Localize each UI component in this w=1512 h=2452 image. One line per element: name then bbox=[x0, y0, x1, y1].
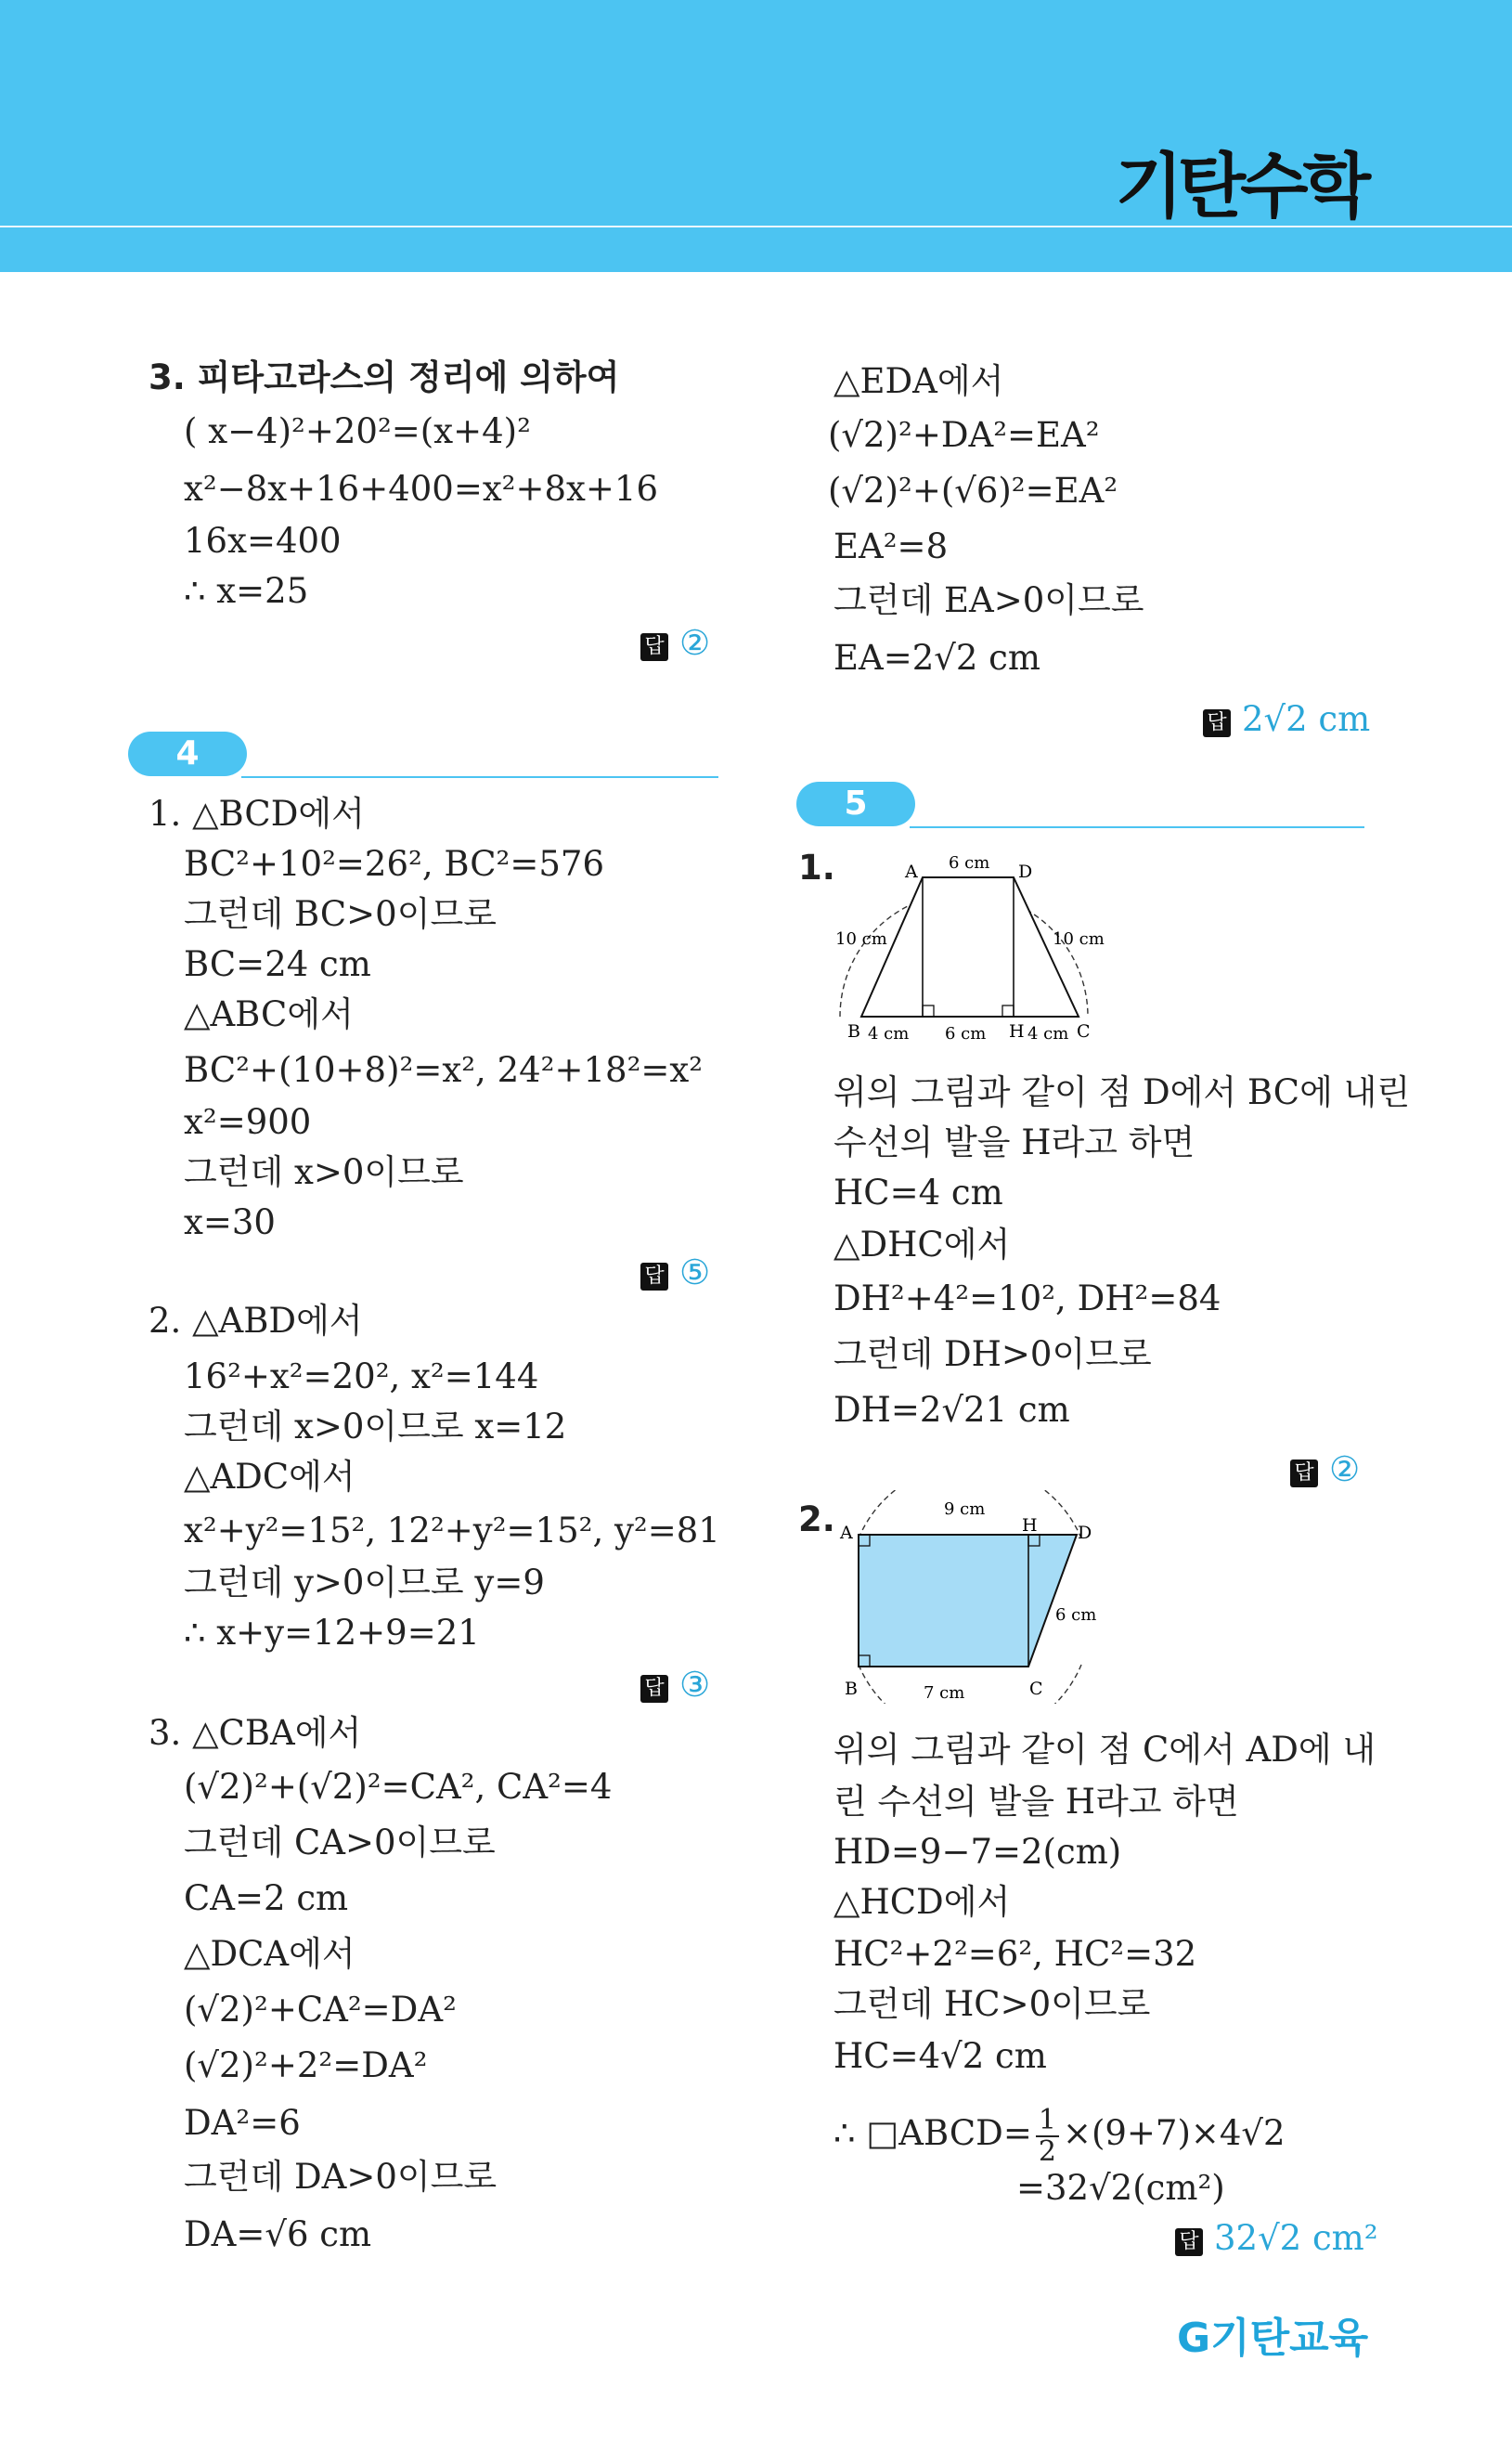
eq-line: 그런데 HC>0이므로 bbox=[834, 1984, 1151, 2024]
eq-line: 그런데 DA>0이므로 bbox=[184, 2157, 498, 2197]
eq-line: HD=9−7=2(cm) bbox=[834, 1832, 1122, 1872]
parallelogram-figure bbox=[831, 1490, 1109, 1704]
answer-icon: 답 bbox=[640, 633, 668, 661]
answer-mark: 답 ② bbox=[1290, 1452, 1360, 1487]
area-equation bbox=[834, 2106, 1286, 2166]
eq-line: BC²+10²=26², BC²=576 bbox=[184, 844, 605, 884]
eq-line: DA²=6 bbox=[184, 2103, 301, 2143]
answer-icon: 답 bbox=[640, 1675, 668, 1703]
eq-line: EA²=8 bbox=[834, 526, 949, 566]
label-D: D bbox=[1018, 862, 1033, 882]
section-rule bbox=[910, 826, 1364, 828]
eq-line: ( x−4)²+20²=(x+4)² bbox=[184, 411, 531, 451]
label-bottom-length: 7 cm bbox=[924, 1683, 965, 1703]
footer-logo: G기탄교육 bbox=[1177, 2315, 1369, 2362]
eq-line: BC²+(10+8)²=x², 24²+18²=x² bbox=[184, 1050, 704, 1090]
fraction bbox=[1036, 2106, 1059, 2166]
eq-line: 16²+x²=20², x²=144 bbox=[184, 1356, 539, 1396]
label-right-length: 6 cm bbox=[1055, 1605, 1097, 1625]
eq-line: DH=2√21 cm bbox=[834, 1390, 1070, 1430]
eq-line: =32√2(cm²) bbox=[1016, 2168, 1225, 2208]
eq-line: (√2)²+(√2)²=CA², CA²=4 bbox=[184, 1767, 613, 1807]
answer-mark: 답 ② bbox=[640, 626, 710, 661]
label-top-length: 9 cm bbox=[944, 1499, 986, 1519]
eq-line: x²−8x+16+400=x²+8x+16 bbox=[184, 469, 659, 509]
label-bottom-2: 6 cm bbox=[945, 1024, 987, 1044]
eq-line: (√2)²+(√6)²=EA² bbox=[828, 471, 1118, 511]
eq-line: △EDA에서 bbox=[834, 361, 1004, 401]
eq-line: △ADC에서 bbox=[184, 1457, 355, 1497]
eq-line: 그런데 EA>0이므로 bbox=[834, 580, 1144, 620]
area-rhs: ×(9+7)×4√2 bbox=[1062, 2113, 1286, 2153]
eq-line: 위의 그림과 같이 점 D에서 BC에 내린 bbox=[834, 1072, 1411, 1112]
label-A: A bbox=[840, 1523, 853, 1543]
answer-mark: 답 2√2 cm bbox=[1203, 702, 1370, 737]
label-B: B bbox=[845, 1679, 858, 1699]
answer-mark: 답 ⑤ bbox=[640, 1255, 710, 1291]
answer-icon: 답 bbox=[1175, 2228, 1203, 2256]
eq-line: △DHC에서 bbox=[834, 1225, 1011, 1265]
answer-icon: 답 bbox=[1203, 709, 1231, 737]
label-H: H bbox=[1009, 1021, 1025, 1042]
fraction-denominator: 2 bbox=[1038, 2134, 1056, 2168]
eq-line: △HCD에서 bbox=[834, 1882, 1011, 1922]
label-bottom-1: 4 cm bbox=[868, 1024, 910, 1044]
eq-line: (√2)²+2²=DA² bbox=[184, 2045, 428, 2085]
eq-line: ∴ x=25 bbox=[184, 571, 309, 611]
section-rule bbox=[241, 776, 718, 778]
eq-line: HC²+2²=6², HC²=32 bbox=[834, 1934, 1197, 1974]
answer-mark: 답 ③ bbox=[640, 1667, 710, 1703]
eq-line: 수선의 발을 H라고 하면 bbox=[834, 1122, 1195, 1162]
eq-line: (√2)²+CA²=DA² bbox=[184, 1990, 457, 2030]
eq-line: CA=2 cm bbox=[184, 1878, 349, 1918]
eq-line: 16x=400 bbox=[184, 521, 342, 561]
label-C: C bbox=[1029, 1679, 1043, 1699]
subproblem-1-number: 1. bbox=[798, 848, 835, 888]
eq-line: BC=24 cm bbox=[184, 944, 371, 984]
section-badge-4: 4 bbox=[128, 732, 247, 776]
label-H: H bbox=[1022, 1515, 1038, 1536]
fraction-numerator: 1 bbox=[1036, 2106, 1059, 2137]
brand-logo: 기탄수학 bbox=[1115, 145, 1365, 227]
eq-line: 그런데 x>0이므로 x=12 bbox=[184, 1407, 567, 1447]
eq-line: △ABC에서 bbox=[184, 994, 354, 1034]
trapezoid-figure bbox=[826, 840, 1105, 1063]
problem-3-title: 3. 피타고라스의 정리에 의하여 bbox=[149, 357, 620, 397]
eq-line: 린 수선의 발을 H라고 하면 bbox=[834, 1782, 1239, 1822]
eq-line: ∴ x+y=12+9=21 bbox=[184, 1613, 480, 1653]
eq-line: DA=√6 cm bbox=[184, 2214, 372, 2254]
subproblem-2-number: 2. bbox=[798, 1499, 835, 1539]
eq-line: DH²+4²=10², DH²=84 bbox=[834, 1278, 1221, 1318]
eq-line: 그런데 x>0이므로 bbox=[184, 1152, 464, 1192]
eq-line: HC=4√2 cm bbox=[834, 2036, 1047, 2076]
eq-line: HC=4 cm bbox=[834, 1173, 1003, 1213]
eq-line: 그런데 y>0이므로 y=9 bbox=[184, 1563, 545, 1602]
label-right-length: 10 cm bbox=[1053, 929, 1105, 949]
label-A: A bbox=[905, 862, 918, 882]
label-left-length: 10 cm bbox=[835, 929, 887, 949]
label-bottom-3: 4 cm bbox=[1027, 1024, 1069, 1044]
eq-line: x²=900 bbox=[184, 1102, 312, 1142]
label-D: D bbox=[1078, 1523, 1092, 1543]
label-C: C bbox=[1077, 1021, 1091, 1042]
eq-line: x=30 bbox=[184, 1202, 276, 1242]
section-badge-5: 5 bbox=[796, 782, 915, 826]
eq-line: 그런데 CA>0이므로 bbox=[184, 1823, 496, 1862]
area-lhs: ∴ □ABCD= bbox=[834, 2113, 1032, 2153]
eq-line: 그런데 DH>0이므로 bbox=[834, 1334, 1152, 1374]
eq-line: 그런데 BC>0이므로 bbox=[184, 894, 497, 934]
eq-line: (√2)²+DA²=EA² bbox=[828, 415, 1100, 455]
eq-line: x²+y²=15², 12²+y²=15², y²=81 bbox=[184, 1511, 720, 1550]
eq-line: EA=2√2 cm bbox=[834, 638, 1040, 678]
problem-2-title: 2. △ABD에서 bbox=[149, 1301, 363, 1341]
answer-mark: 답 32√2 cm² bbox=[1175, 2221, 1378, 2256]
label-top-length: 6 cm bbox=[949, 853, 990, 873]
problem-3b-title: 3. △CBA에서 bbox=[149, 1713, 362, 1753]
answer-icon: 답 bbox=[1290, 1460, 1318, 1487]
answer-icon: 답 bbox=[640, 1263, 668, 1291]
eq-line: 위의 그림과 같이 점 C에서 AD에 내 bbox=[834, 1730, 1376, 1770]
label-B: B bbox=[847, 1021, 860, 1042]
problem-1-title: 1. △BCD에서 bbox=[149, 794, 365, 834]
eq-line: △DCA에서 bbox=[184, 1934, 355, 1974]
